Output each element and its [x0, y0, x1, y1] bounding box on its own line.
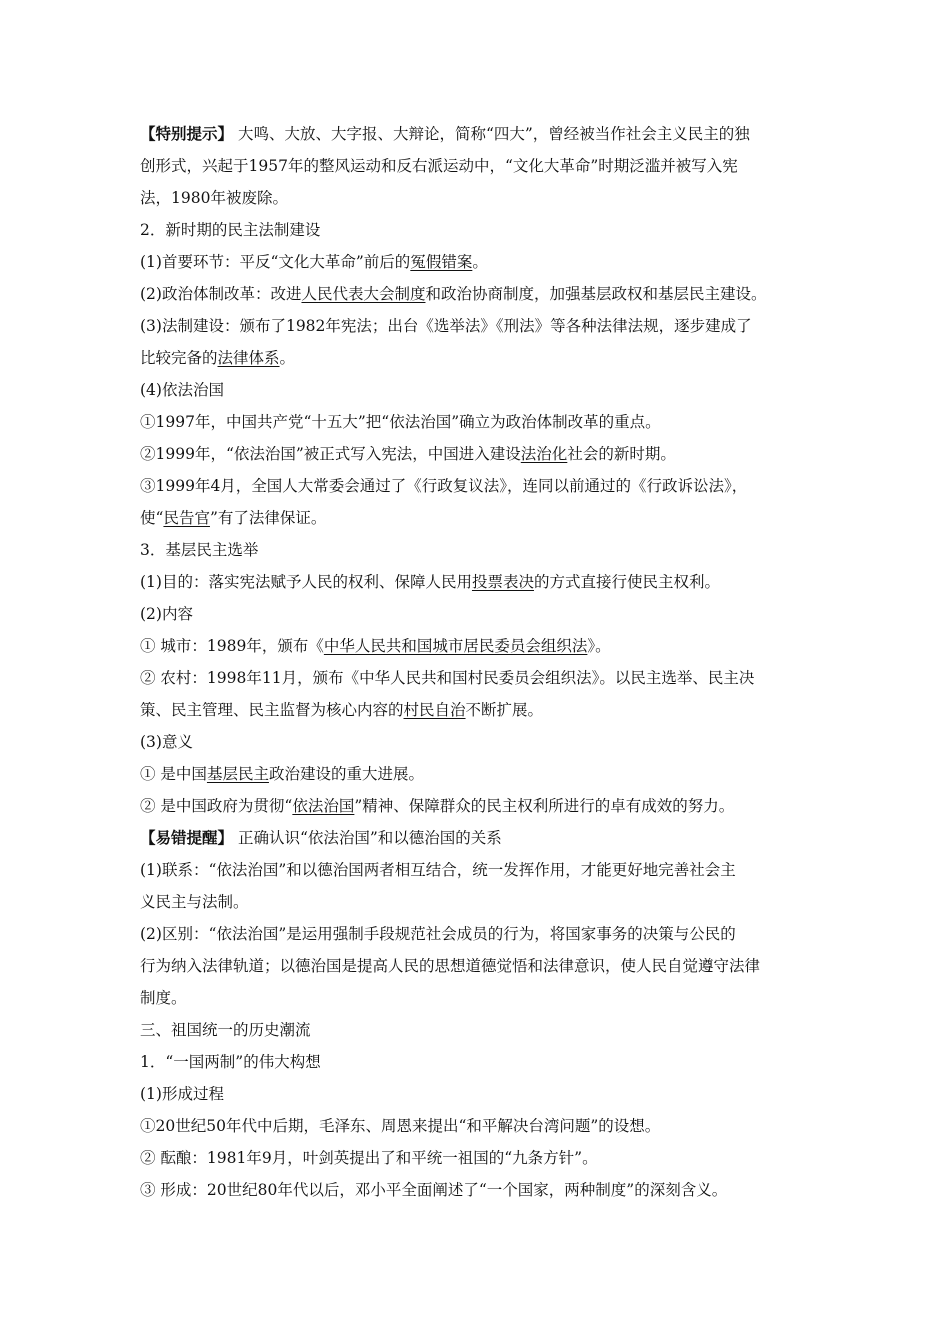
warn-label: 【易错提醒】 — [140, 828, 234, 847]
warn-heading — [140, 822, 816, 854]
underlined-term: 民告官 — [163, 509, 210, 527]
section-2-item-4-1: ①1997年，中国共产党“十五大”把“依法治国”确立为政治体制改革的重点。 — [140, 413, 661, 431]
section-4-subtitle: 1．“一国两制”的伟大构想 — [140, 1053, 321, 1071]
underlined-term: 依法治国 — [292, 797, 355, 815]
section-2-item-4-title: (4)依法治国 — [140, 381, 224, 399]
section-4-item-1-3: ③ 形成：20世纪80年代以后，邓小平全面阐述了“一个国家，两种制度”的深刻含义。 — [140, 1181, 728, 1199]
section-2-item-2 — [140, 278, 816, 310]
section-4-title: 三、祖国统一的历史潮流 — [140, 1021, 311, 1039]
section-3-title: 3．基层民主选举 — [140, 541, 259, 559]
text: 社会的新时期。 — [567, 445, 676, 463]
text: 。 — [279, 349, 296, 367]
section-2-item-3-line-2 — [140, 342, 816, 374]
underlined-term: 投票表决 — [471, 573, 534, 591]
section-2-item-4-3-line-2 — [140, 502, 816, 534]
text: 的方式直接行使民主权利。 — [533, 573, 720, 591]
underlined-term: 基层民主 — [206, 765, 269, 783]
tip-line-3: 法，1980年被废除。 — [140, 189, 288, 207]
underlined-term: 人民代表大会制度 — [301, 285, 426, 303]
text: 不断扩展。 — [465, 701, 544, 719]
section-2-item-1 — [140, 246, 816, 278]
tip-line-2: 创形式，兴起于1957年的整风运动和反右派运动中，“文化大革命”时期泛滥并被写入宪 — [140, 157, 738, 175]
section-4-item-1-2: ② 酝酿：1981年9月，叶剑英提出了和平统一祖国的“九条方针”。 — [140, 1149, 598, 1167]
section-2-item-4-3-line-1: ③1999年4月，全国人大常委会通过了《行政复议法》，连同以前通过的《行政诉讼法》， — [140, 477, 748, 495]
text: ② 是中国政府为贯彻“ — [140, 797, 293, 815]
document-page — [140, 118, 816, 1206]
section-2-item-3-line-1: (3)法制建设：颁布了1982年宪法；出台《选举法》《刑法》等各种法律法规，逐步建成了 — [140, 317, 752, 335]
warn-item-1-line-2: 义民主与法制。 — [140, 893, 249, 911]
text: (1)首要环节：平反“文化大革命”前后的 — [140, 253, 411, 271]
underlined-term: 村民自治 — [403, 701, 466, 719]
text: 使“ — [140, 509, 164, 527]
section-3-item-3-title: (3)意义 — [140, 733, 193, 751]
text: (1)目的：落实宪法赋予人民的权利、保障人民用 — [140, 573, 472, 591]
text: ① 城市：1989年，颁布《 — [140, 637, 324, 655]
text: ① 是中国 — [140, 765, 207, 783]
warn-item-2-line-3: 制度。 — [140, 989, 187, 1007]
underlined-term: 法律体系 — [217, 349, 280, 367]
section-4-item-1-title: (1)形成过程 — [140, 1085, 224, 1103]
text: 策、民主管理、民主监督为核心内容的 — [140, 701, 404, 719]
text: 和政治协商制度，加强基层政权和基层民主建设。 — [425, 285, 767, 303]
section-3-item-2-2-line-2 — [140, 694, 816, 726]
text: 》。 — [587, 637, 611, 655]
text: ②1999年，“依法治国”被正式写入宪法，中国进入建设 — [140, 445, 521, 463]
section-3-item-1 — [140, 566, 816, 598]
section-4-item-1-1: ①20世纪50年代中后期，毛泽东、周恩来提出“和平解决台湾问题”的设想。 — [140, 1117, 661, 1135]
section-2-item-4-2 — [140, 438, 816, 470]
underlined-term: 法治化 — [520, 445, 568, 463]
section-3-item-3-2 — [140, 790, 816, 822]
section-3-item-2-1 — [140, 630, 816, 662]
underlined-term: 中华人民共和国城市居民委员会组织法 — [323, 637, 588, 655]
underlined-term: 冤假错案 — [410, 253, 473, 271]
section-3-item-2-title: (2)内容 — [140, 605, 193, 623]
text: ”有了法律保证。 — [209, 509, 327, 527]
tip-label: 【特别提示】 — [140, 124, 234, 143]
text: (2)政治体制改革：改进 — [140, 285, 302, 303]
section-3-item-3-1 — [140, 758, 816, 790]
warn-item-2-line-2: 行为纳入法律轨道；以德治国是提高人民的思想道德觉悟和法律意识，使人民自觉遵守法律 — [140, 957, 761, 975]
text: 政治建设的重大进展。 — [268, 765, 424, 783]
text: ”精神、保障群众的民主权利所进行的卓有成效的努力。 — [354, 797, 735, 815]
text: 。 — [472, 253, 488, 271]
text: 比较完备的 — [140, 349, 218, 367]
section-2-title: 2．新时期的民主法制建设 — [140, 221, 321, 239]
warn-title: 正确认识“依法治国”和以德治国的关系 — [237, 829, 502, 847]
tip-text: 大鸣、大放、大字报、大辩论，简称“四大”，曾经被当作社会主义民主的独 — [237, 125, 750, 143]
warn-item-1-line-1: (1)联系：“依法治国”和以德治国两者相互结合，统一发挥作用，才能更好地完善社会主 — [140, 861, 736, 879]
warn-item-2-line-1: (2)区别：“依法治国”是运用强制手段规范社会成员的行为，将国家事务的决策与公民的 — [140, 925, 736, 943]
section-3-item-2-2-line-1: ② 农村：1998年11月，颁布《中华人民共和国村民委员会组织法》。以民主选举、民主决 — [140, 669, 755, 687]
tip-line-1 — [140, 118, 816, 150]
